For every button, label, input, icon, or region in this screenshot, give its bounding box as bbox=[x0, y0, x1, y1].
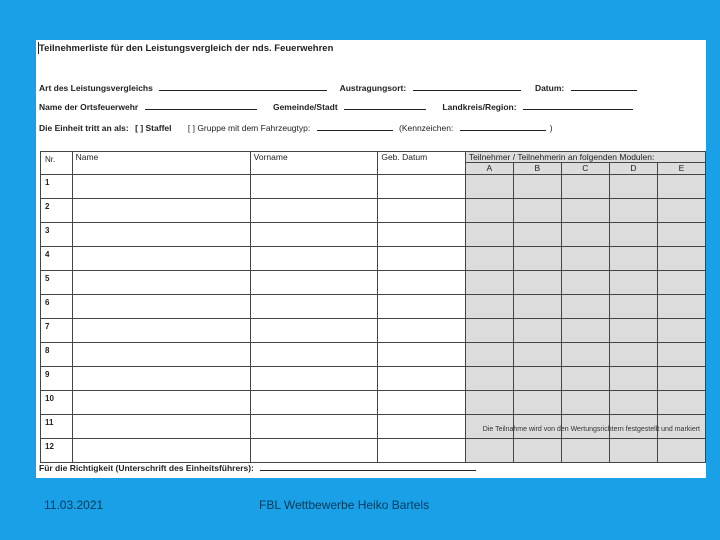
form-sheet bbox=[36, 40, 706, 478]
label-art: Art des Leistungsvergleichs bbox=[39, 83, 153, 93]
cell-vorname[interactable] bbox=[250, 391, 378, 415]
cell-module-a[interactable] bbox=[465, 175, 513, 199]
module-header-b: B bbox=[513, 163, 561, 175]
cell-module-b[interactable] bbox=[513, 247, 561, 271]
table-row bbox=[41, 439, 706, 463]
label-ort: Austragungsort: bbox=[339, 83, 407, 93]
cell-module-d[interactable] bbox=[609, 367, 657, 391]
cell-module-d[interactable] bbox=[609, 439, 657, 463]
row-number: 6 bbox=[41, 295, 73, 319]
cell-module-e[interactable] bbox=[657, 223, 705, 247]
header-geb-datum: Geb. Datum bbox=[378, 152, 465, 175]
cell-name[interactable] bbox=[72, 223, 250, 247]
cell-module-c[interactable] bbox=[561, 391, 609, 415]
row-number: 11 bbox=[41, 415, 73, 439]
cell-module-e[interactable] bbox=[657, 319, 705, 343]
cell-module-e[interactable] bbox=[657, 175, 705, 199]
checkbox-gruppe[interactable]: [ ] Gruppe mit dem Fahrzeugtyp: bbox=[187, 123, 311, 133]
cell-module-c[interactable] bbox=[561, 247, 609, 271]
cell-module-e[interactable] bbox=[657, 271, 705, 295]
header-vorname: Vorname bbox=[250, 152, 378, 175]
signature-label: Für die Richtigkeit (Unterschrift des Einheitsführers): bbox=[39, 463, 254, 473]
footer-author: FBL Wettbewerbe Heiko Bartels bbox=[259, 498, 430, 512]
cell-module-d[interactable] bbox=[609, 391, 657, 415]
cell-geb-datum[interactable] bbox=[378, 439, 465, 463]
table-row bbox=[41, 391, 706, 415]
cell-module-a[interactable] bbox=[465, 343, 513, 367]
cell-module-b[interactable] bbox=[513, 439, 561, 463]
label-gemeinde: Gemeinde/Stadt bbox=[272, 102, 338, 112]
module-header-d: D bbox=[609, 163, 657, 175]
cell-geb-datum[interactable] bbox=[378, 319, 465, 343]
field-row-3 bbox=[39, 122, 553, 133]
table-row bbox=[41, 295, 706, 319]
cell-vorname[interactable] bbox=[250, 199, 378, 223]
row-number: 1 bbox=[41, 175, 73, 199]
cell-module-b[interactable] bbox=[513, 343, 561, 367]
cell-geb-datum[interactable] bbox=[378, 367, 465, 391]
cell-module-c[interactable] bbox=[561, 367, 609, 391]
cell-module-c[interactable] bbox=[561, 271, 609, 295]
row-number: 3 bbox=[41, 223, 73, 247]
cell-vorname[interactable] bbox=[250, 271, 378, 295]
cell-geb-datum[interactable] bbox=[378, 175, 465, 199]
input-line-fahrzeugtyp[interactable] bbox=[317, 122, 393, 131]
table-row bbox=[41, 175, 706, 199]
table-row bbox=[41, 319, 706, 343]
table-row bbox=[41, 367, 706, 391]
table-row bbox=[41, 271, 706, 295]
label-datum: Datum: bbox=[534, 83, 565, 93]
cell-name[interactable] bbox=[72, 271, 250, 295]
table-body bbox=[41, 175, 706, 463]
table-row bbox=[41, 199, 706, 223]
cell-geb-datum[interactable] bbox=[378, 247, 465, 271]
cell-module-c[interactable] bbox=[561, 295, 609, 319]
row-number: 8 bbox=[41, 343, 73, 367]
cell-geb-datum[interactable] bbox=[378, 199, 465, 223]
module-header-c: C bbox=[561, 163, 609, 175]
cell-module-b[interactable] bbox=[513, 319, 561, 343]
cell-module-e[interactable] bbox=[657, 391, 705, 415]
label-landkreis: Landkreis/Region: bbox=[442, 102, 517, 112]
cell-vorname[interactable] bbox=[250, 175, 378, 199]
cell-geb-datum[interactable] bbox=[378, 223, 465, 247]
cell-module-d[interactable] bbox=[609, 295, 657, 319]
field-row-2 bbox=[39, 101, 637, 112]
cell-name[interactable] bbox=[72, 319, 250, 343]
participant-table bbox=[40, 151, 706, 463]
row-number: 2 bbox=[41, 199, 73, 223]
cell-geb-datum[interactable] bbox=[378, 391, 465, 415]
row-number: 5 bbox=[41, 271, 73, 295]
cell-vorname[interactable] bbox=[250, 415, 378, 439]
marking-note: Die Teilnahme wird von den Wertungsrichtern festgestellt und markiert bbox=[482, 426, 700, 433]
cell-module-a[interactable] bbox=[465, 391, 513, 415]
cell-module-b[interactable] bbox=[513, 295, 561, 319]
cell-name[interactable] bbox=[72, 343, 250, 367]
label-einheit: Die Einheit tritt an als: bbox=[39, 123, 129, 133]
header-nr: Nr. bbox=[41, 152, 73, 175]
header-module: Teilnehmer / Teilnehmerin an folgenden Modulen: bbox=[465, 152, 705, 163]
cell-module-a[interactable] bbox=[465, 199, 513, 223]
cell-module-c[interactable] bbox=[561, 223, 609, 247]
signature-row bbox=[39, 462, 480, 473]
cell-name[interactable] bbox=[72, 247, 250, 271]
row-number: 9 bbox=[41, 367, 73, 391]
label-ortsfeuerwehr: Name der Ortsfeuerwehr bbox=[39, 102, 139, 112]
cell-module-e[interactable] bbox=[657, 199, 705, 223]
cell-vorname[interactable] bbox=[250, 247, 378, 271]
cell-module-b[interactable] bbox=[513, 271, 561, 295]
cell-module-d[interactable] bbox=[609, 199, 657, 223]
module-header-a: A bbox=[465, 163, 513, 175]
cell-module-a[interactable] bbox=[465, 247, 513, 271]
cell-module-b[interactable] bbox=[513, 391, 561, 415]
cell-module-a[interactable] bbox=[465, 439, 513, 463]
cell-module-c[interactable] bbox=[561, 175, 609, 199]
cell-module-e[interactable] bbox=[657, 367, 705, 391]
input-line-landkreis[interactable] bbox=[523, 101, 633, 110]
input-line-ort[interactable] bbox=[413, 82, 521, 91]
cell-module-d[interactable] bbox=[609, 247, 657, 271]
row-number: 10 bbox=[41, 391, 73, 415]
cell-module-c[interactable] bbox=[561, 343, 609, 367]
cell-geb-datum[interactable] bbox=[378, 343, 465, 367]
cell-geb-datum[interactable] bbox=[378, 295, 465, 319]
input-line-kennzeichen[interactable] bbox=[460, 122, 546, 131]
cell-module-d[interactable] bbox=[609, 319, 657, 343]
cell-name[interactable] bbox=[72, 439, 250, 463]
checkbox-staffel[interactable]: [ ] Staffel bbox=[135, 123, 172, 133]
input-line-datum[interactable] bbox=[571, 82, 637, 91]
cell-module-d[interactable] bbox=[609, 223, 657, 247]
row-number: 12 bbox=[41, 439, 73, 463]
cell-module-d[interactable] bbox=[609, 271, 657, 295]
cell-module-e[interactable] bbox=[657, 295, 705, 319]
cell-module-b[interactable] bbox=[513, 367, 561, 391]
cell-vorname[interactable] bbox=[250, 439, 378, 463]
input-line-ortsfeuerwehr[interactable] bbox=[145, 101, 257, 110]
input-line-art[interactable] bbox=[159, 82, 327, 91]
cell-module-c[interactable] bbox=[561, 319, 609, 343]
cell-module-a[interactable] bbox=[465, 367, 513, 391]
table-header-row bbox=[41, 152, 706, 163]
row-number: 4 bbox=[41, 247, 73, 271]
cell-module-a[interactable] bbox=[465, 271, 513, 295]
cell-module-a[interactable] bbox=[465, 295, 513, 319]
cell-module-e[interactable] bbox=[657, 439, 705, 463]
table-row bbox=[41, 247, 706, 271]
row-number: 7 bbox=[41, 319, 73, 343]
cell-module-b[interactable] bbox=[513, 223, 561, 247]
cell-geb-datum[interactable] bbox=[378, 415, 465, 439]
header-name: Name bbox=[72, 152, 250, 175]
input-line-gemeinde[interactable] bbox=[344, 101, 426, 110]
cell-module-c[interactable] bbox=[561, 439, 609, 463]
table-row bbox=[41, 223, 706, 247]
cell-module-b[interactable] bbox=[513, 175, 561, 199]
cell-module-d[interactable] bbox=[609, 175, 657, 199]
cell-vorname[interactable] bbox=[250, 319, 378, 343]
cell-name[interactable] bbox=[72, 367, 250, 391]
cell-module-b[interactable] bbox=[513, 199, 561, 223]
cell-module-a[interactable] bbox=[465, 319, 513, 343]
cell-name[interactable] bbox=[72, 391, 250, 415]
cell-name[interactable] bbox=[72, 199, 250, 223]
cell-name[interactable] bbox=[72, 295, 250, 319]
form-title: Teilnehmerliste für den Leistungsvergleich der nds. Feuerwehren bbox=[39, 43, 334, 54]
cell-module-e[interactable] bbox=[657, 343, 705, 367]
cell-module-c[interactable] bbox=[561, 199, 609, 223]
cell-name[interactable] bbox=[72, 175, 250, 199]
table-row bbox=[41, 343, 706, 367]
footer-date: 11.03.2021 bbox=[44, 498, 104, 512]
cell-module-d[interactable] bbox=[609, 343, 657, 367]
cell-module-a[interactable] bbox=[465, 223, 513, 247]
cell-vorname[interactable] bbox=[250, 343, 378, 367]
cell-vorname[interactable] bbox=[250, 295, 378, 319]
cell-vorname[interactable] bbox=[250, 367, 378, 391]
module-header-e: E bbox=[657, 163, 705, 175]
close-paren: ) bbox=[549, 123, 553, 133]
cell-module-e[interactable] bbox=[657, 247, 705, 271]
cell-vorname[interactable] bbox=[250, 223, 378, 247]
cell-name[interactable] bbox=[72, 415, 250, 439]
field-row-1 bbox=[39, 82, 641, 93]
label-kennzeichen: (Kennzeichen: bbox=[398, 123, 454, 133]
signature-line[interactable] bbox=[260, 462, 476, 471]
cell-geb-datum[interactable] bbox=[378, 271, 465, 295]
